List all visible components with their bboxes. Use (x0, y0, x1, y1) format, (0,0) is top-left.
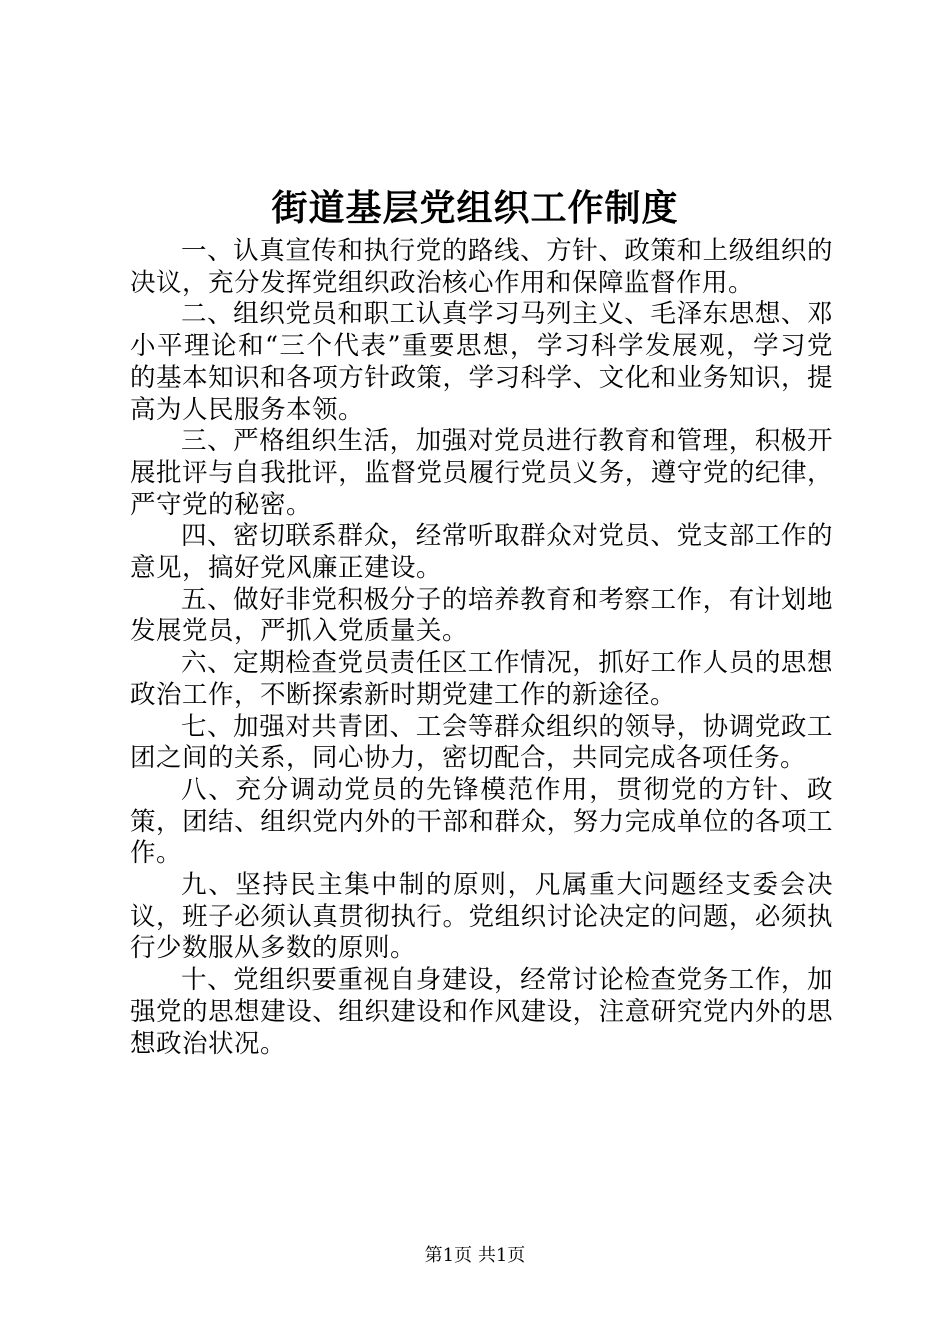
paragraph-5: 五、做好非党积极分子的培养教育和考察工作，有计划地发展党员，严抓入党质量关。 (130, 584, 833, 647)
paragraph-6: 六、定期检查党员责任区工作情况，抓好工作人员的思想政治工作，不断探索新时期党建工作的新途径。 (130, 648, 833, 710)
paragraph-3: 三、严格组织生活，加强对党员进行教育和管理，积极开展批评与自我批评，监督党员履行党员义务，遵守党的纪律，严守党的秘密。 (130, 426, 833, 520)
paragraph-1: 一、认真宣传和执行党的路线、方针、政策和上级组织的决议，充分发挥党组织政治核心作用和保障监督作用。 (130, 236, 833, 298)
paragraph-7: 七、加强对共青团、工会等群众组织的领导，协调党政工团之间的关系，同心协力，密切配合，共同完成各项任务。 (130, 711, 833, 774)
paragraph-8: 八、充分调动党员的先锋模范作用，贯彻党的方针、政策，团结、组织党内外的干部和群众，努力完成单位的各项工作。 (130, 774, 833, 869)
page-footer: 第1页 共1页 (424, 1245, 526, 1266)
page-title: 街道基层党组织工作制度 (271, 187, 679, 229)
paragraph-10: 十、党组织要重视自身建设，经常讨论检查党务工作，加强党的思想建设、组织建设和作风建设，注意研究党内外的思想政治状况。 (130, 965, 833, 1059)
document-body (130, 236, 833, 1060)
paragraph-9: 九、坚持民主集中制的原则，凡属重大问题经支委会决议，班子必须认真贯彻执行。党组织讨论决定的问题，必须执行少数服从多数的原则。 (130, 870, 833, 964)
paragraph-4: 四、密切联系群众，经常听取群众对党员、党支部工作的意见，搞好党风廉正建设。 (130, 521, 833, 584)
paragraph-2: 二、组织党员和职工认真学习马列主义、毛泽东思想、邓小平理论和“三个代表”重要思想，学习科学发展观，学习党的基本知识和各项方针政策，学习科学、文化和业务知识，提高为人民服务本领。 (130, 299, 833, 425)
